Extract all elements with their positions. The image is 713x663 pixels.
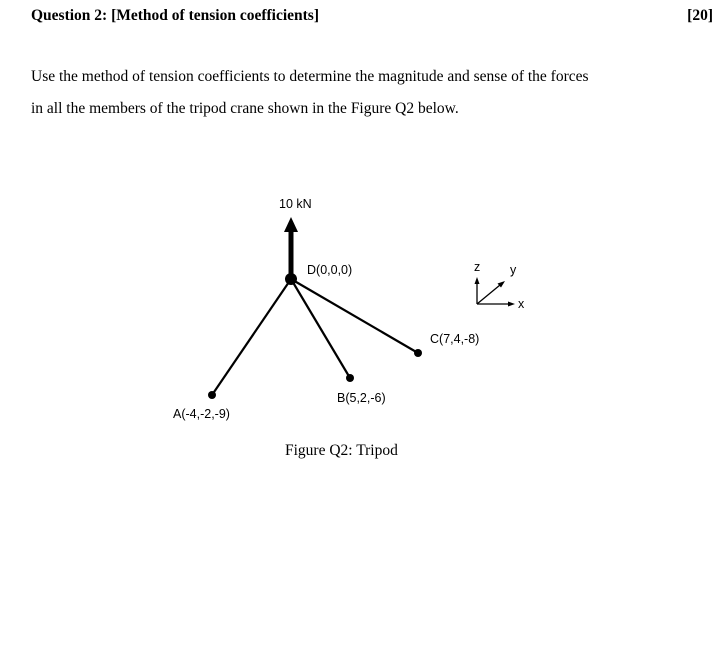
member-DB (291, 279, 350, 378)
node-A-icon (208, 391, 216, 399)
question-title: Question 2: [Method of tension coefficients] (31, 7, 319, 24)
load-label: 10 kN (279, 197, 312, 211)
member-DC (291, 279, 418, 353)
node-A-label: A(-4,-2,-9) (173, 407, 230, 421)
node-D-icon (285, 273, 297, 285)
member-DA (212, 279, 291, 395)
figure-caption: Figure Q2: Tripod (285, 442, 398, 459)
axis-y-label: y (510, 263, 517, 277)
node-D-label: D(0,0,0) (307, 263, 353, 277)
question-text-line-1: Use the method of tension coefficients to determine the magnitude and sense of the forces (31, 68, 589, 85)
axis-z-label: z (474, 260, 481, 274)
axis-x-label: x (518, 297, 525, 311)
axes-icon (475, 277, 516, 307)
node-C-label: C(7,4,-8) (430, 332, 480, 346)
node-B-icon (346, 374, 354, 382)
question-text-line-2: in all the members of the tripod crane shown in the Figure Q2 below. (31, 100, 459, 117)
question-marks: [20] (687, 7, 713, 24)
load-arrow-icon (284, 217, 298, 279)
node-B-label: B(5,2,-6) (337, 391, 386, 405)
node-C-icon (414, 349, 422, 357)
